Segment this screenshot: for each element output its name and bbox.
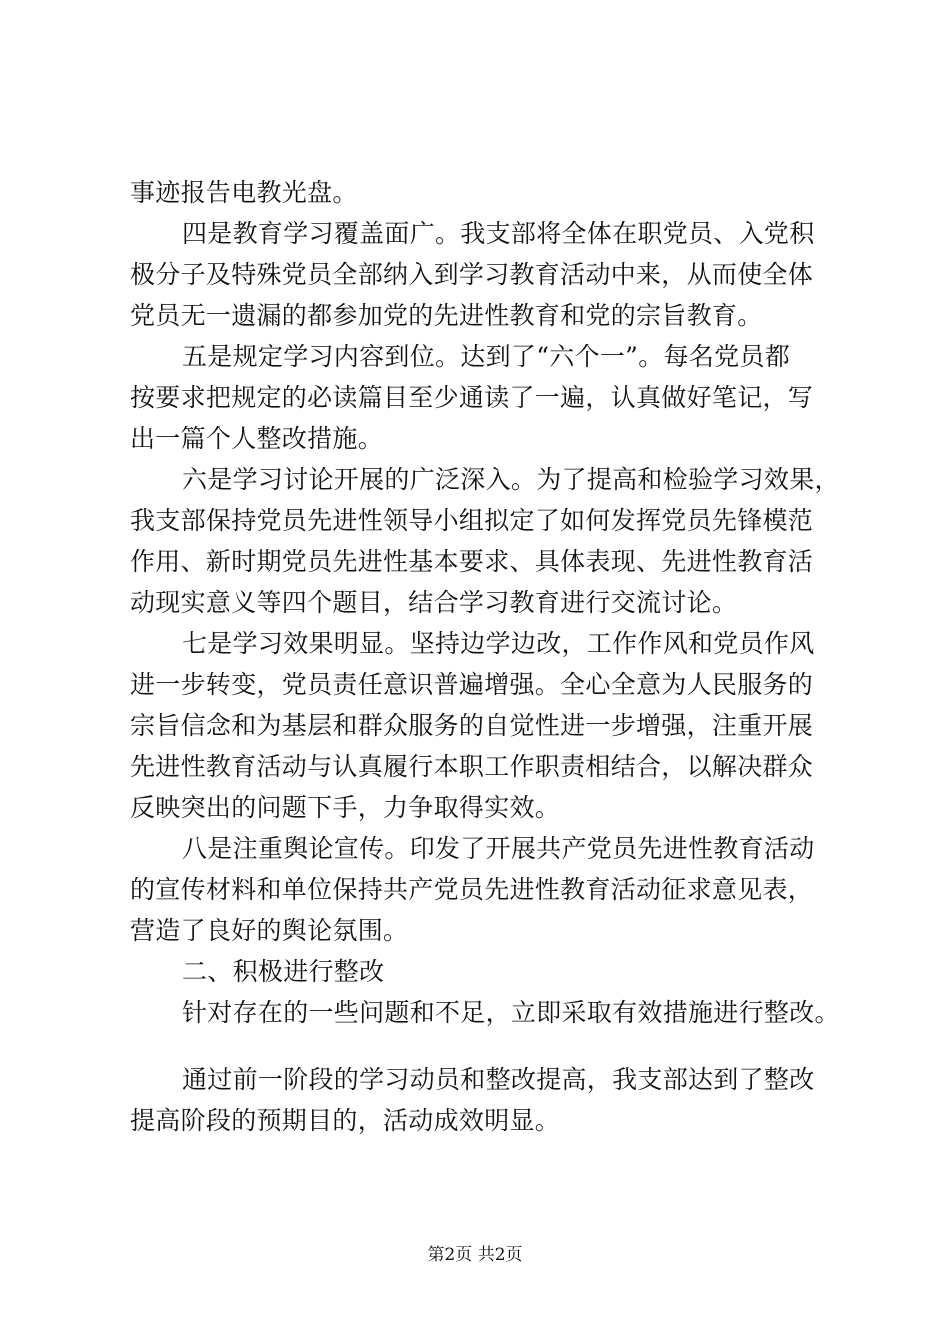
text-line: 提高阶段的预期目的，活动成效明显。 xyxy=(130,1106,561,1135)
text-line: 八是注重舆论宣传。印发了开展共产党员先进性教育活动 xyxy=(182,834,815,863)
text-line: 的宣传材料和单位保持共产党员先进性教育活动征求意见表， xyxy=(130,875,814,904)
text-line: 按要求把规定的必读篇目至少通读了一遍，认真做好笔记，写 xyxy=(130,383,814,412)
text-line: 五是规定学习内容到位。达到了“六个一”。每名党员都 xyxy=(182,342,791,371)
text-line: 通过前一阶段的学习动员和整改提高，我支部达到了整改 xyxy=(182,1065,815,1094)
text-line: 反映突出的问题下手，力争取得实效。 xyxy=(130,793,561,822)
text-line: 四是教育学习覆盖面广。我支部将全体在职党员、入党积 xyxy=(182,219,815,248)
text-line: 二、积极进行整改 xyxy=(182,957,385,986)
text-line: 出一篇个人整改措施。 xyxy=(130,424,384,453)
text-line: 宗旨信念和为基层和群众服务的自觉性进一步增强，注重开展 xyxy=(130,711,814,740)
text-line: 动现实意义等四个题目，结合学习教育进行交流讨论。 xyxy=(130,588,738,617)
text-line: 事迹报告电教光盘。 xyxy=(130,178,358,207)
text-line: 作用、新时期党员先进性基本要求、具体表现、先进性教育活 xyxy=(130,547,814,576)
text-line: 我支部保持党员先进性领导小组拟定了如何发挥党员先锋模范 xyxy=(130,506,814,535)
text-line: 党员无一遗漏的都参加党的先进性教育和党的宗旨教育。 xyxy=(130,301,763,330)
page-footer: 第2页 共2页 xyxy=(427,1245,523,1265)
text-line: 极分子及特殊党员全部纳入到学习教育活动中来，从而使全体 xyxy=(130,260,814,289)
text-line: 营造了良好的舆论氛围。 xyxy=(130,916,409,945)
text-line: 进一步转变，党员责任意识普遍增强。全心全意为人民服务的 xyxy=(130,670,814,699)
document-body xyxy=(130,172,850,1141)
text-line: 先进性教育活动与认真履行本职工作职责相结合，以解决群众 xyxy=(130,752,814,781)
text-line: 七是学习效果明显。坚持边学边改，工作作风和党员作风 xyxy=(182,629,815,658)
text-line: 针对存在的一些问题和不足，立即采取有效措施进行整改。 xyxy=(182,998,840,1027)
text-line: 六是学习讨论开展的广泛深入。为了提高和检验学习效果， xyxy=(182,465,840,494)
